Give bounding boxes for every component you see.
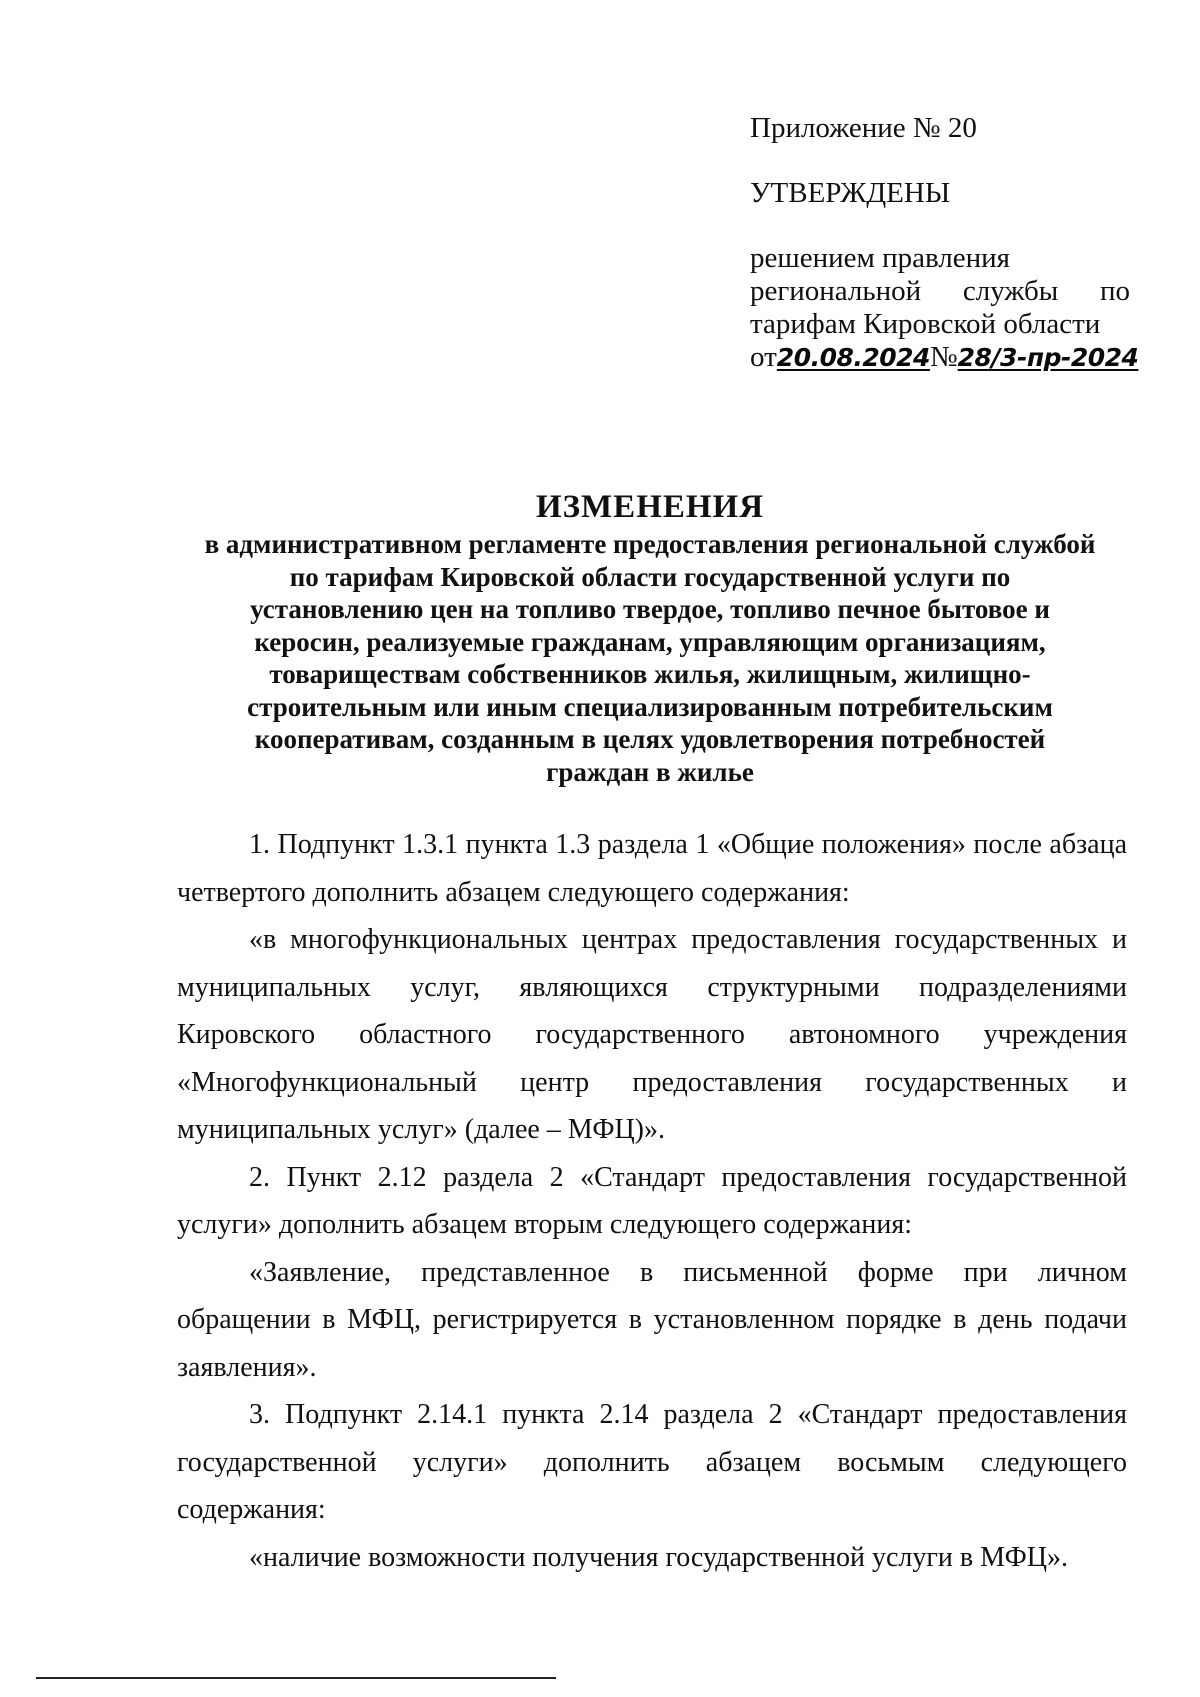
handwritten-date: 20.08.2024 — [776, 343, 930, 372]
title-line: граждан в жилье — [546, 756, 754, 787]
title-line: керосин, реализуемые гражданам, управляющим организациям, — [254, 626, 1046, 657]
footer-divider — [36, 1677, 556, 1679]
title-line: по тарифам Кировской области государственной услуги по — [289, 561, 1011, 592]
paragraph-quote-1: «в многофункциональных центрах предоставления государственных и муниципальных услуг, являющихся структурными подразделениями Кировского областного государственного автономного учреждения «Многофункциональный центр предоставления государственных и муниципальных услуг» (далее – МФЦ)». — [177, 924, 1127, 1145]
paragraph-item-1: 1. Подпункт 1.3.1 пункта 1.3 раздела 1 «Общие положения» после абзаца четвертого дополнить абзацем следующего содержания: — [177, 829, 1127, 908]
decision-line-3: тарифам Кировской области — [750, 308, 1101, 340]
title-heading: ИЗМЕНЕНИЯ — [535, 489, 765, 525]
decision-text — [750, 242, 1139, 374]
paragraph-item-2: 2. Пункт 2.12 раздела 2 «Стандарт предоставления государственной услуги» дополнить абзацем вторым следующего содержания: — [177, 1161, 1127, 1240]
title-line: строительным или иным специализированным потребительским — [247, 691, 1053, 722]
paragraph-quote-2: «Заявление, представленное в письменной форме при личном обращении в МФЦ, регистрируется в установленном порядке в день подачи заявления». — [177, 1256, 1127, 1383]
appendix-number: Приложение № 20 — [750, 112, 977, 144]
date-prefix: от — [750, 341, 777, 373]
paragraph-quote-3: «наличие возможности получения государственной услуги в МФЦ». — [249, 1541, 1068, 1573]
decision-date-line — [750, 341, 1139, 374]
title-line: товариществам собственников жилья, жилищным, жилищно- — [269, 659, 1031, 689]
decision-line-2: региональной службы по — [750, 275, 1130, 307]
title-line: в административном регламенте предоставления региональной службой — [204, 529, 1096, 559]
decision-line-1: решением правления — [750, 242, 1011, 274]
approved-heading: УТВЕРЖДЕНЫ — [750, 177, 951, 209]
handwritten-number: 28/3-пр-2024 — [957, 343, 1139, 372]
title-subheading — [170, 528, 1130, 788]
title-line: кооперативам, созданным в целях удовлетворения потребностей — [254, 724, 1046, 754]
number-prefix: № — [929, 341, 958, 373]
approval-block — [750, 112, 1139, 374]
document-body — [177, 821, 1127, 1581]
paragraph-item-3: 3. Подпункт 2.14.1 пункта 2.14 раздела 2 «Стандарт предоставления государственной услуги» дополнить абзацем восьмым следующего содержания: — [177, 1399, 1127, 1525]
title-line: установлению цен на топливо твердое, топливо печное бытовое и — [250, 594, 1050, 624]
document-title — [170, 488, 1130, 788]
